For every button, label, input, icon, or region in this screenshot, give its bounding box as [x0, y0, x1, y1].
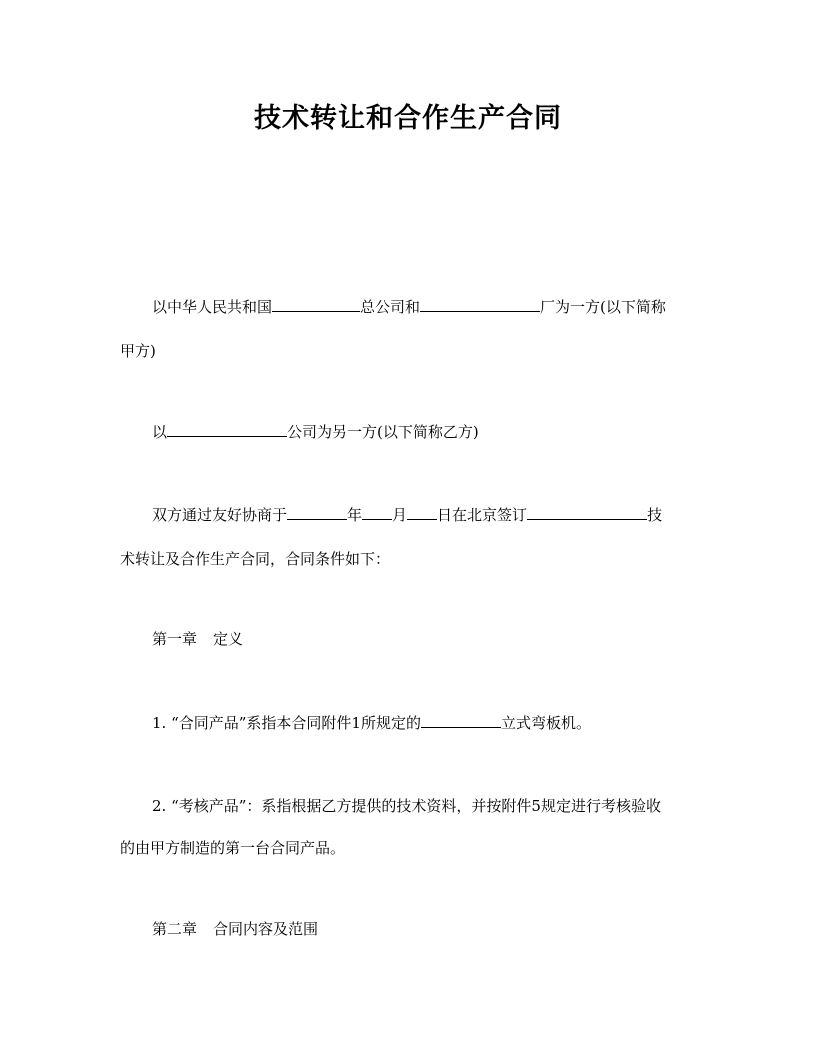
paragraph-text: 2. “考核产品”：系指根据乙方提供的技术资料，并按附件5规定进行考核验收 [152, 797, 661, 815]
paragraph-text: 技 [647, 506, 663, 524]
paragraph-text: 年 [347, 506, 363, 524]
paragraph-text: 总公司和 [360, 298, 421, 316]
chapter-2-heading [152, 919, 318, 939]
chapter-number: 第二章 [152, 920, 198, 938]
paragraph-text: 甲方) [120, 342, 156, 360]
fill-blank [420, 297, 540, 312]
paragraph-text: 厂为一方(以下简称 [540, 298, 666, 316]
fill-blank [167, 422, 287, 437]
fill-blank [362, 505, 392, 520]
paragraph-agreement-line-1 [152, 505, 662, 525]
paragraph-text: 公司为另一方(以下简称乙方) [287, 423, 479, 441]
paragraph-text: 日在北京签订 [437, 506, 528, 524]
paragraph-parties-line-1 [152, 297, 666, 317]
fill-blank [527, 505, 647, 520]
chapter-1-heading [152, 629, 243, 649]
paragraph-parties-line-2 [120, 341, 156, 361]
paragraph-text: 月 [392, 506, 408, 524]
chapter-number: 第一章 [152, 630, 198, 648]
chapter-name: 定义 [213, 630, 244, 648]
paragraph-text: 立式弯板机。 [500, 714, 591, 732]
paragraph-agreement-line-2 [120, 549, 390, 569]
paragraph-text: 术转让及合作生产合同，合同条件如下： [120, 550, 391, 568]
paragraph-party-b [152, 422, 479, 442]
document-title: 技术转让和合作生产合同 [254, 103, 562, 134]
fill-blank [421, 713, 501, 728]
paragraph-text: 以 [152, 423, 168, 441]
paragraph-text: 以中华人民共和国 [152, 298, 273, 316]
definition-item-2-line-1 [152, 796, 661, 816]
paragraph-text: 的由甲方制造的第一台合同产品。 [120, 839, 346, 857]
fill-blank [407, 505, 437, 520]
fill-blank [287, 505, 347, 520]
chapter-name: 合同内容及范围 [213, 920, 319, 938]
paragraph-text: 1. “合同产品”系指本合同附件1所规定的 [152, 714, 421, 732]
paragraph-text: 双方通过友好协商于 [152, 506, 288, 524]
definition-item-1 [152, 713, 591, 733]
definition-item-2-line-2 [120, 838, 345, 858]
fill-blank [272, 297, 360, 312]
